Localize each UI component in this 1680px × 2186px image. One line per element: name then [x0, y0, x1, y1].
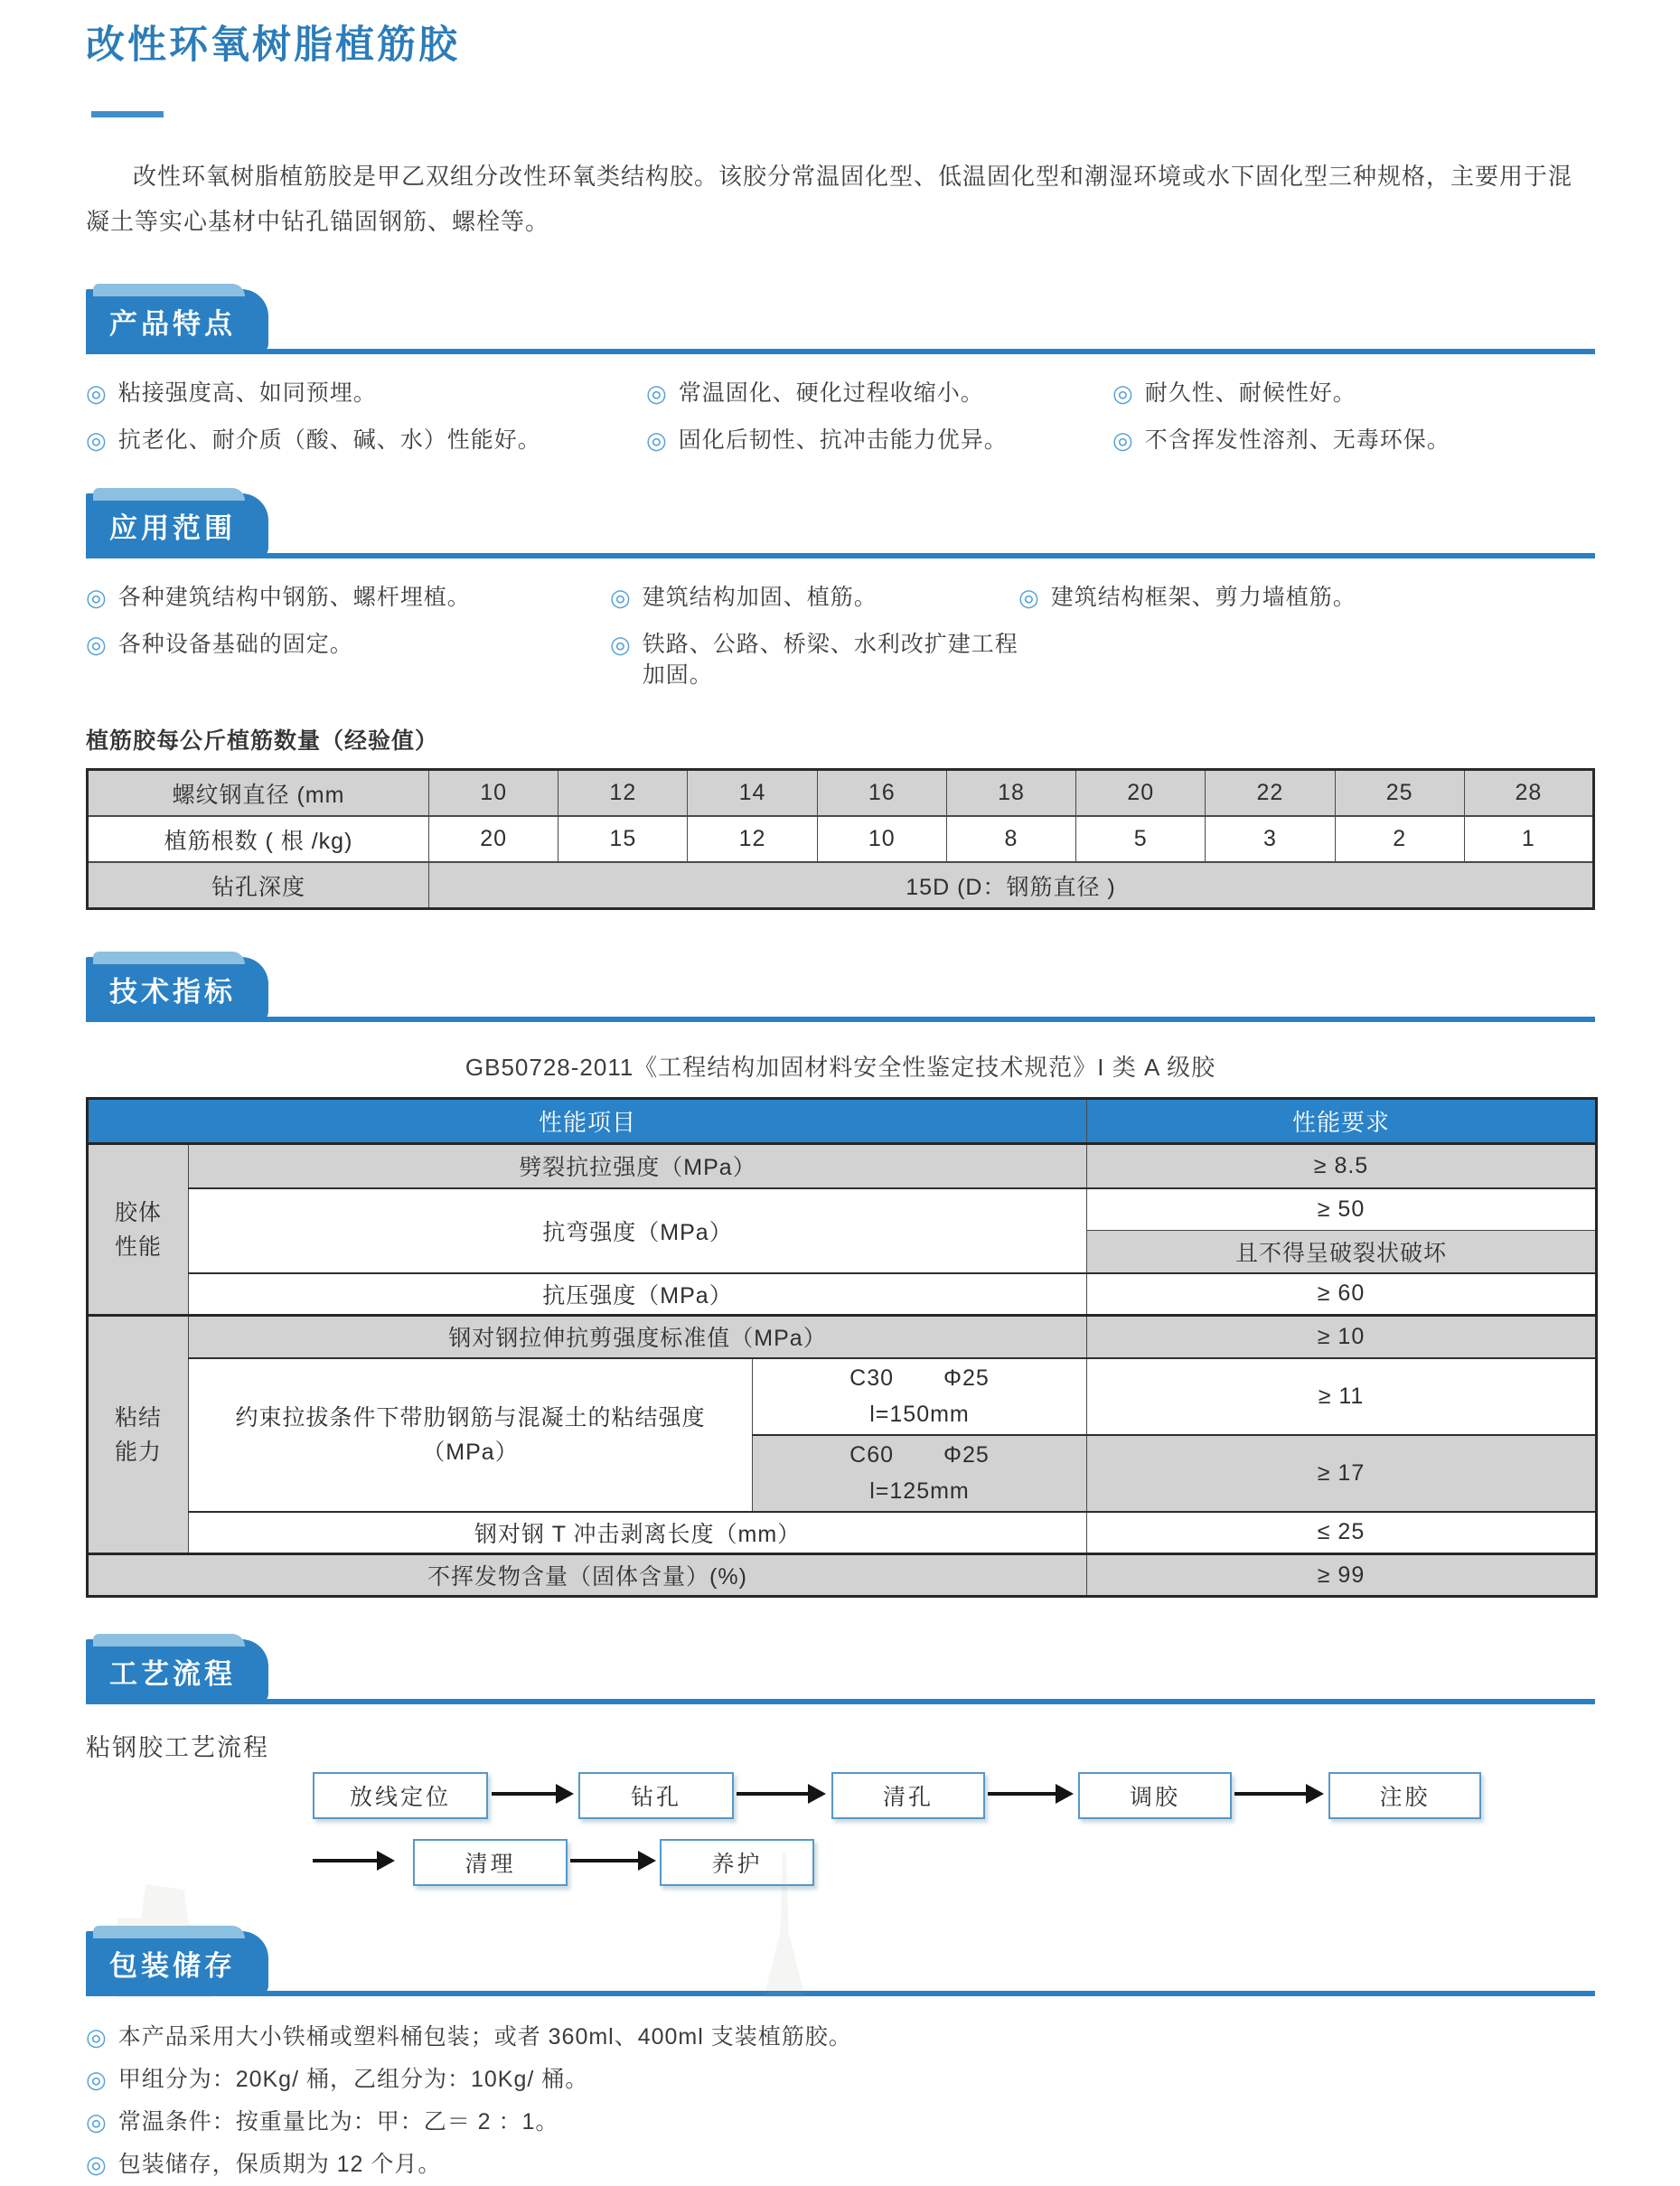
packaging-item: [86, 2101, 1595, 2144]
application-text: 建筑结构框架、剪力墙植筋。: [1050, 585, 1356, 610]
spec-item: 钢对钢 T 冲击剥离长度（mm）: [189, 1512, 1087, 1554]
group-label-line: 性能: [114, 1234, 162, 1260]
packaging-text: 常温条件：按重量比为：甲：乙＝ 2 ：1。: [117, 2109, 559, 2134]
packaging-text: 本产品采用大小铁桶或塑料桶包装；或者 360ml、400ml 支装植筋胶。: [117, 2024, 852, 2050]
table-row: [88, 1273, 1597, 1316]
bullet-icon: ◎: [86, 631, 108, 658]
table-row: [88, 862, 1594, 909]
feature-text: 抗老化、耐介质（酸、碱、水）性能好。: [117, 427, 541, 453]
table-row: [88, 1358, 1597, 1435]
process-flowchart: [86, 1772, 1595, 1908]
spec-requirement: 且不得呈破裂状破坏: [1087, 1231, 1597, 1273]
table-header-row: [88, 1099, 1597, 1144]
flow-arrow: [737, 1792, 809, 1796]
table-row: [88, 1144, 1597, 1188]
feature-item: [646, 378, 1112, 408]
bullet-icon: ◎: [86, 427, 108, 454]
packaging-item: [86, 2059, 1595, 2101]
table-cell: 16: [817, 770, 946, 817]
spec-item: 劈裂抗拉强度（MPa）: [189, 1144, 1087, 1188]
table-cell: 8: [946, 816, 1075, 862]
spec-requirement: ≥ 11: [1087, 1358, 1597, 1435]
section-header-packaging: [86, 1933, 1595, 1996]
specs-badge: 技术指标: [86, 957, 268, 1022]
bullet-icon: ◎: [86, 380, 108, 407]
spec-item: [189, 1358, 753, 1512]
spec-requirement: ≥ 60: [1087, 1273, 1597, 1316]
packaging-text: 甲组分为：20Kg/ 桶，乙组分为：10Kg/ 桶。: [117, 2067, 589, 2092]
bullet-icon: ◎: [86, 2151, 108, 2178]
spec-standard-caption: GB50728-2011《工程结构加固材料安全性鉴定技术规范》I 类 A 级胶: [465, 1054, 1216, 1081]
spec-item: 钢对钢拉伸抗剪强度标准值（MPa）: [189, 1316, 1087, 1358]
application-item: [86, 582, 610, 613]
group-label-line: 能力: [114, 1439, 162, 1465]
table-cell: 12: [688, 816, 817, 862]
table-cell: 28: [1464, 770, 1593, 817]
process-subtitle: 粘钢胶工艺流程: [86, 1734, 269, 1761]
spec-subcondition-c30: [753, 1358, 1087, 1435]
spec-item: 抗压强度（MPa）: [189, 1273, 1087, 1316]
concrete-grade: C30: [849, 1365, 895, 1391]
bullet-icon: ◎: [86, 584, 108, 611]
bullet-icon: ◎: [1112, 380, 1134, 407]
flow-arrow: [570, 1859, 639, 1862]
feature-text: 常温固化、硬化过程收缩小。: [678, 380, 984, 406]
spec-requirement: ≥ 10: [1087, 1316, 1597, 1358]
rebar-diameter: Φ25: [943, 1442, 990, 1468]
flow-arrow: [492, 1792, 557, 1796]
flow-box-inject: 注胶: [1328, 1772, 1481, 1819]
row-header: 钻孔深度: [88, 862, 429, 909]
packaging-item: [86, 2144, 1595, 2186]
flow-box-curing: 养护: [660, 1839, 814, 1886]
spec-requirement: ≤ 25: [1087, 1512, 1597, 1554]
column-header-requirement: 性能要求: [1087, 1099, 1597, 1144]
application-item: [610, 582, 1018, 613]
feature-text: 不含挥发性溶剂、无毒环保。: [1144, 427, 1450, 453]
feature-text: 固化后韧性、抗冲击能力优异。: [678, 427, 1008, 453]
table-cell: 5: [1076, 816, 1206, 862]
table-cell: 20: [1076, 770, 1206, 817]
table-cell: 2: [1335, 816, 1464, 862]
spec-requirement: ≥ 50: [1087, 1188, 1597, 1231]
table-cell: 14: [688, 770, 817, 817]
table-cell: 20: [429, 816, 558, 862]
spec-requirement: ≥ 99: [1087, 1554, 1597, 1597]
features-list: [86, 378, 1595, 455]
flow-box-clean-hole: 清孔: [831, 1772, 985, 1819]
feature-text: 耐久性、耐候性好。: [1144, 380, 1356, 406]
flow-box-drill: 钻孔: [578, 1772, 734, 1819]
bullet-icon: ◎: [610, 631, 632, 658]
application-text: 建筑结构加固、植筋。: [642, 585, 878, 610]
table-row: [88, 1316, 1597, 1358]
row-header: 植筋根数 ( 根 /kg): [88, 816, 429, 862]
section-header-applications: [86, 495, 1595, 558]
table-cell: 10: [429, 770, 558, 817]
flow-arrow: [313, 1859, 378, 1862]
flow-box-mix-adhesive: 调胶: [1078, 1772, 1232, 1819]
feature-item: [1112, 378, 1595, 408]
flow-arrow: [988, 1792, 1056, 1796]
applications-badge: 应用范围: [86, 493, 268, 558]
section-header-features: [86, 291, 1595, 354]
application-text: 各种建筑结构中钢筋、螺杆埋植。: [117, 585, 471, 610]
spec-requirement: ≥ 17: [1087, 1435, 1597, 1512]
application-item: [86, 629, 610, 690]
bullet-icon: ◎: [610, 584, 632, 611]
bullet-icon: ◎: [1018, 584, 1040, 611]
spec-subcondition-c60: [753, 1435, 1087, 1512]
packaging-list: [86, 2016, 1595, 2186]
flow-arrow: [1234, 1792, 1307, 1796]
applications-list: [86, 582, 1595, 690]
spec-item-line: （MPa）: [422, 1439, 519, 1465]
application-text: 各种设备基础的固定。: [117, 632, 353, 657]
table-row: [88, 816, 1594, 862]
packaging-text: 包装储存，保质期为 12 个月。: [117, 2152, 442, 2177]
spec-table: [86, 1097, 1598, 1598]
table-cell: 1: [1464, 816, 1593, 862]
table-cell: 15D (D：钢筋直径 ): [429, 862, 1594, 909]
flow-box-layout: 放线定位: [313, 1772, 488, 1819]
intro-paragraph: 改性环氧树脂植筋胶是甲乙双组分改性环氧类结构胶。该胶分常温固化型、低温固化型和潮湿环境或水下固化型三种规格，主要用于混凝土等实心基材中钻孔锚固钢筋、螺栓等。: [86, 163, 1573, 235]
feature-item: [86, 425, 646, 455]
section-header-process: [86, 1641, 1595, 1704]
application-item: [1018, 582, 1595, 613]
dosage-table: [86, 768, 1595, 910]
section-header-specs: [86, 959, 1595, 1022]
feature-item: [646, 425, 1112, 455]
group-label-line: 粘结: [114, 1404, 162, 1431]
page-title: 改性环氧树脂植筋胶: [86, 23, 460, 67]
table-row: [88, 1512, 1597, 1554]
group-cell-bonding-capacity: [88, 1316, 189, 1554]
table-cell: 15: [558, 816, 688, 862]
spec-item: 不挥发物含量（固体含量）(%): [88, 1554, 1087, 1597]
table-cell: 3: [1206, 816, 1335, 862]
group-cell-body-performance: [88, 1144, 189, 1316]
table-row: [88, 770, 1594, 817]
title-accent-dash: [91, 111, 164, 117]
process-badge: 工艺流程: [86, 1639, 268, 1704]
spec-requirement: ≥ 8.5: [1087, 1144, 1597, 1188]
feature-item: [86, 378, 646, 408]
spec-item: 抗弯强度（MPa）: [189, 1188, 1087, 1273]
rebar-diameter: Φ25: [943, 1365, 990, 1391]
feature-item: [1112, 425, 1595, 455]
column-header-item: 性能项目: [88, 1099, 1087, 1144]
bullet-icon: ◎: [86, 2108, 108, 2135]
features-badge: 产品特点: [86, 289, 268, 354]
spec-item-line: 约束拉拔条件下带肋钢筋与混凝土的粘结强度: [235, 1404, 706, 1431]
packaging-badge: 包装储存: [86, 1931, 268, 1996]
flow-box-cleanup: 清理: [413, 1839, 568, 1886]
packaging-item: [86, 2016, 1595, 2059]
bullet-icon: ◎: [86, 2066, 108, 2093]
table-row: [88, 1554, 1597, 1597]
group-label-line: 胶体: [114, 1199, 162, 1225]
bullet-icon: ◎: [646, 380, 668, 407]
concrete-grade: C60: [849, 1442, 895, 1468]
application-text: 铁路、公路、桥梁、水利改扩建工程加固。: [642, 632, 1018, 688]
bullet-icon: ◎: [86, 2023, 108, 2050]
anchor-length: l=125mm: [869, 1478, 970, 1504]
table-cell: 18: [946, 770, 1075, 817]
bullet-icon: ◎: [646, 427, 668, 454]
bullet-icon: ◎: [1112, 427, 1134, 454]
dosage-table-label: 植筋胶每公斤植筋数量（经验值）: [86, 728, 439, 754]
row-header: 螺纹钢直径 (mm: [88, 770, 429, 817]
application-item: [610, 629, 1018, 690]
feature-text: 粘接强度高、如同预埋。: [117, 380, 377, 406]
anchor-length: l=150mm: [869, 1402, 970, 1427]
table-cell: 10: [817, 816, 946, 862]
table-cell: 22: [1206, 770, 1335, 817]
table-row: [88, 1188, 1597, 1231]
table-cell: 12: [558, 770, 688, 817]
table-cell: 25: [1335, 770, 1464, 817]
